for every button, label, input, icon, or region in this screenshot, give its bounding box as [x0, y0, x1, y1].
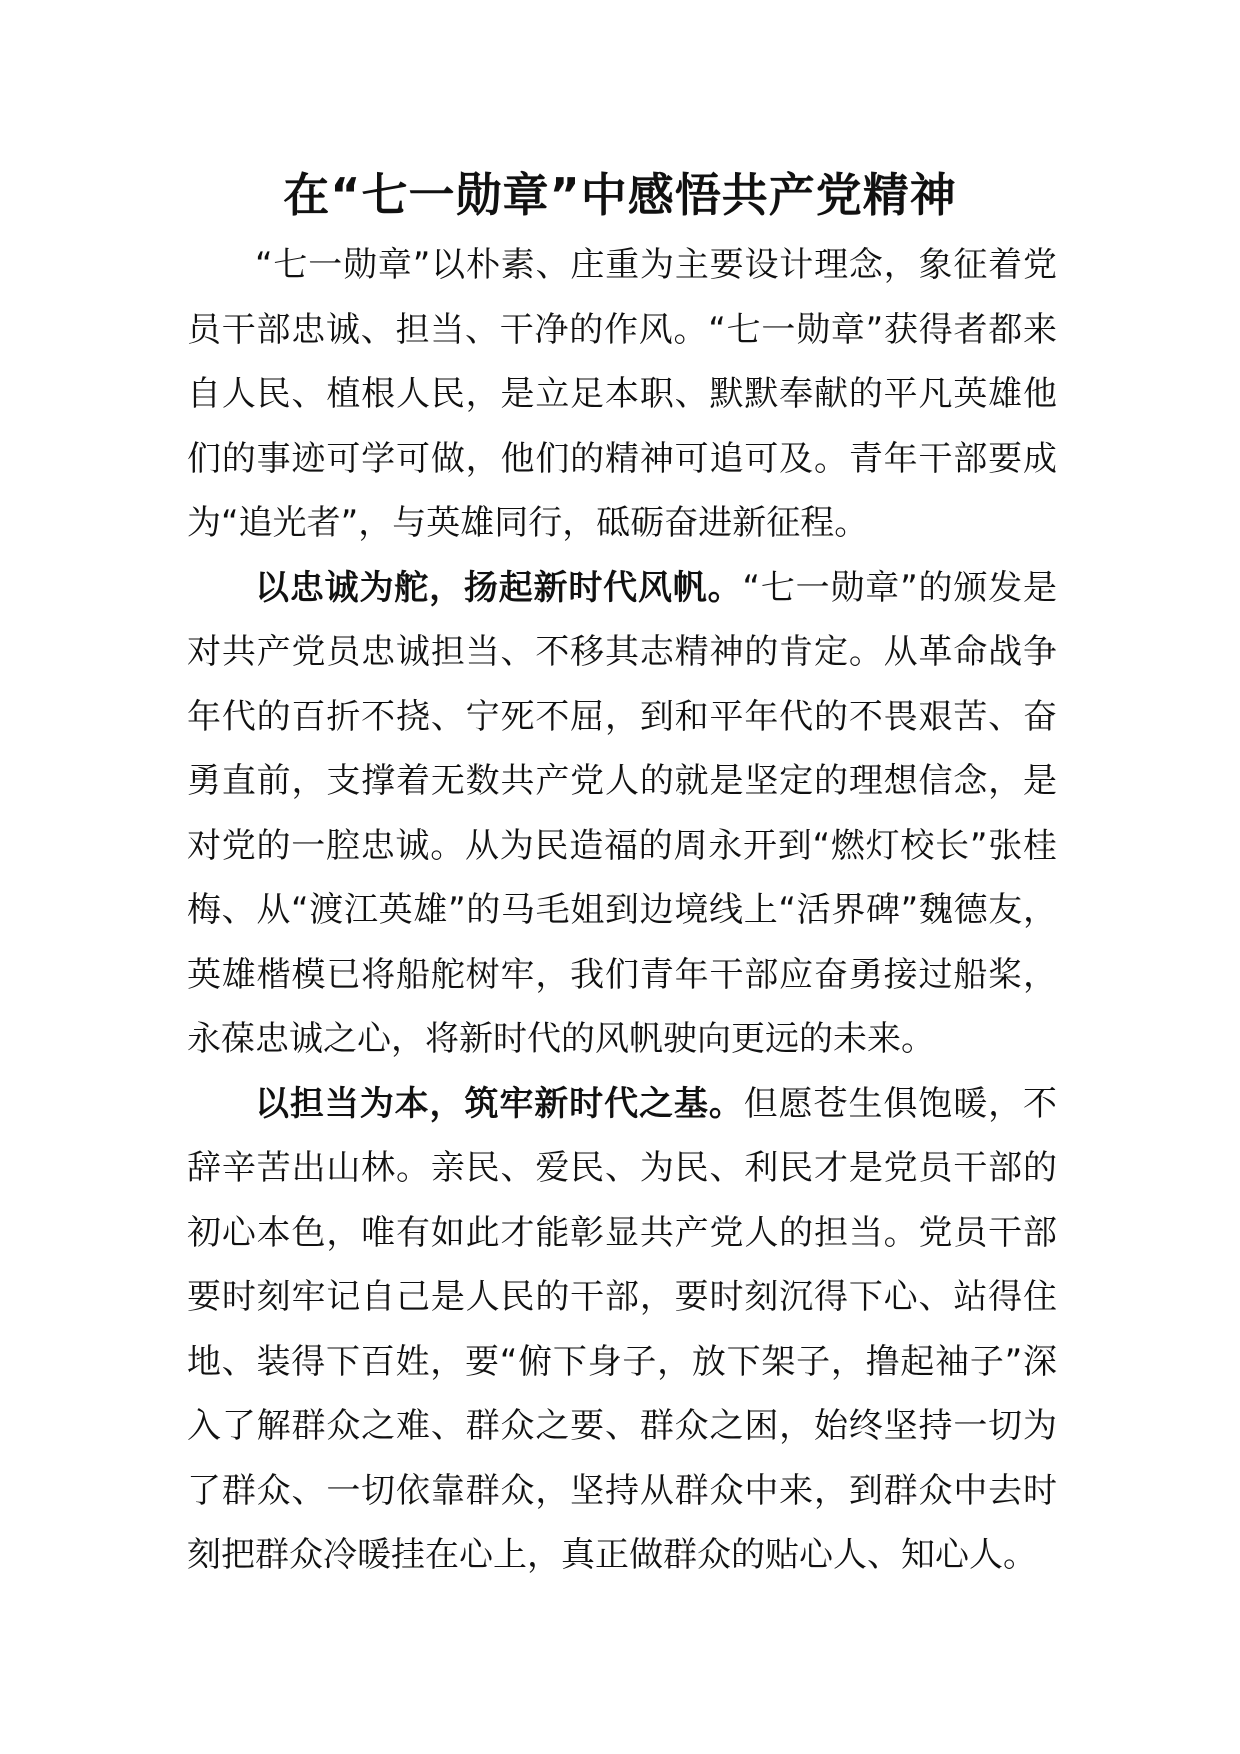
paragraph-responsibility	[187, 1072, 1057, 1588]
paragraph-intro	[187, 233, 1057, 556]
document-title: 在“七一勋章”中感悟共产党精神	[283, 168, 957, 222]
paragraph-text: “七一勋章”的颁发是对共产党员忠诚担当、不移其志精神的肯定。从革命战争年代的百折不挠、宁死不屈，到和平年代的不畏艰苦、奋勇直前，支撑着无数共产党人的就是坚定的理想信念，是对党的一腔忠诚。从为民造福的周永开到“燃灯校长”张桂梅、从“渡江英雄”的马毛姐到边境线上“活界碑”魏德友，英雄楷模已将船舵树牢，我们青年干部应奋勇接过船桨，永葆忠诚之心，将新时代的风帆驶向更远的未来。	[187, 567, 1057, 1059]
document-body	[187, 233, 1057, 1588]
paragraph-text: “七一勋章”以朴素、庄重为主要设计理念，象征着党员干部忠诚、担当、干净的作风。“七一勋章”获得者都来自人民、植根人民，是立足本职、默默奉献的平凡英雄他们的事迹可学可做，他们的精神可追可及。青年干部要成为“追光者”，与英雄同行，砥砺奋进新征程。	[187, 245, 1057, 543]
paragraph-text: 但愿苍生俱饱暖，不辞辛苦出山林。亲民、爱民、为民、利民才是党员干部的初心本色，唯有如此才能彰显共产党人的担当。党员干部要时刻牢记自己是人民的干部，要时刻沉得下心、站得住地、装得下百姓，要“俯下身子，放下架子，撸起袖子”深入了解群众之难、群众之要、群众之困，始终坚持一切为了群众、一切依靠群众，坚持从群众中来，到群众中去时刻把群众冷暖挂在心上，真正做群众的贴心人、知心人。	[187, 1083, 1058, 1575]
paragraph-lead-heading: 以忠诚为舵，扬起新时代风帆。	[255, 567, 743, 608]
paragraph-lead-heading: 以担当为本，筑牢新时代之基。	[255, 1083, 744, 1124]
paragraph-loyalty	[187, 556, 1057, 1072]
